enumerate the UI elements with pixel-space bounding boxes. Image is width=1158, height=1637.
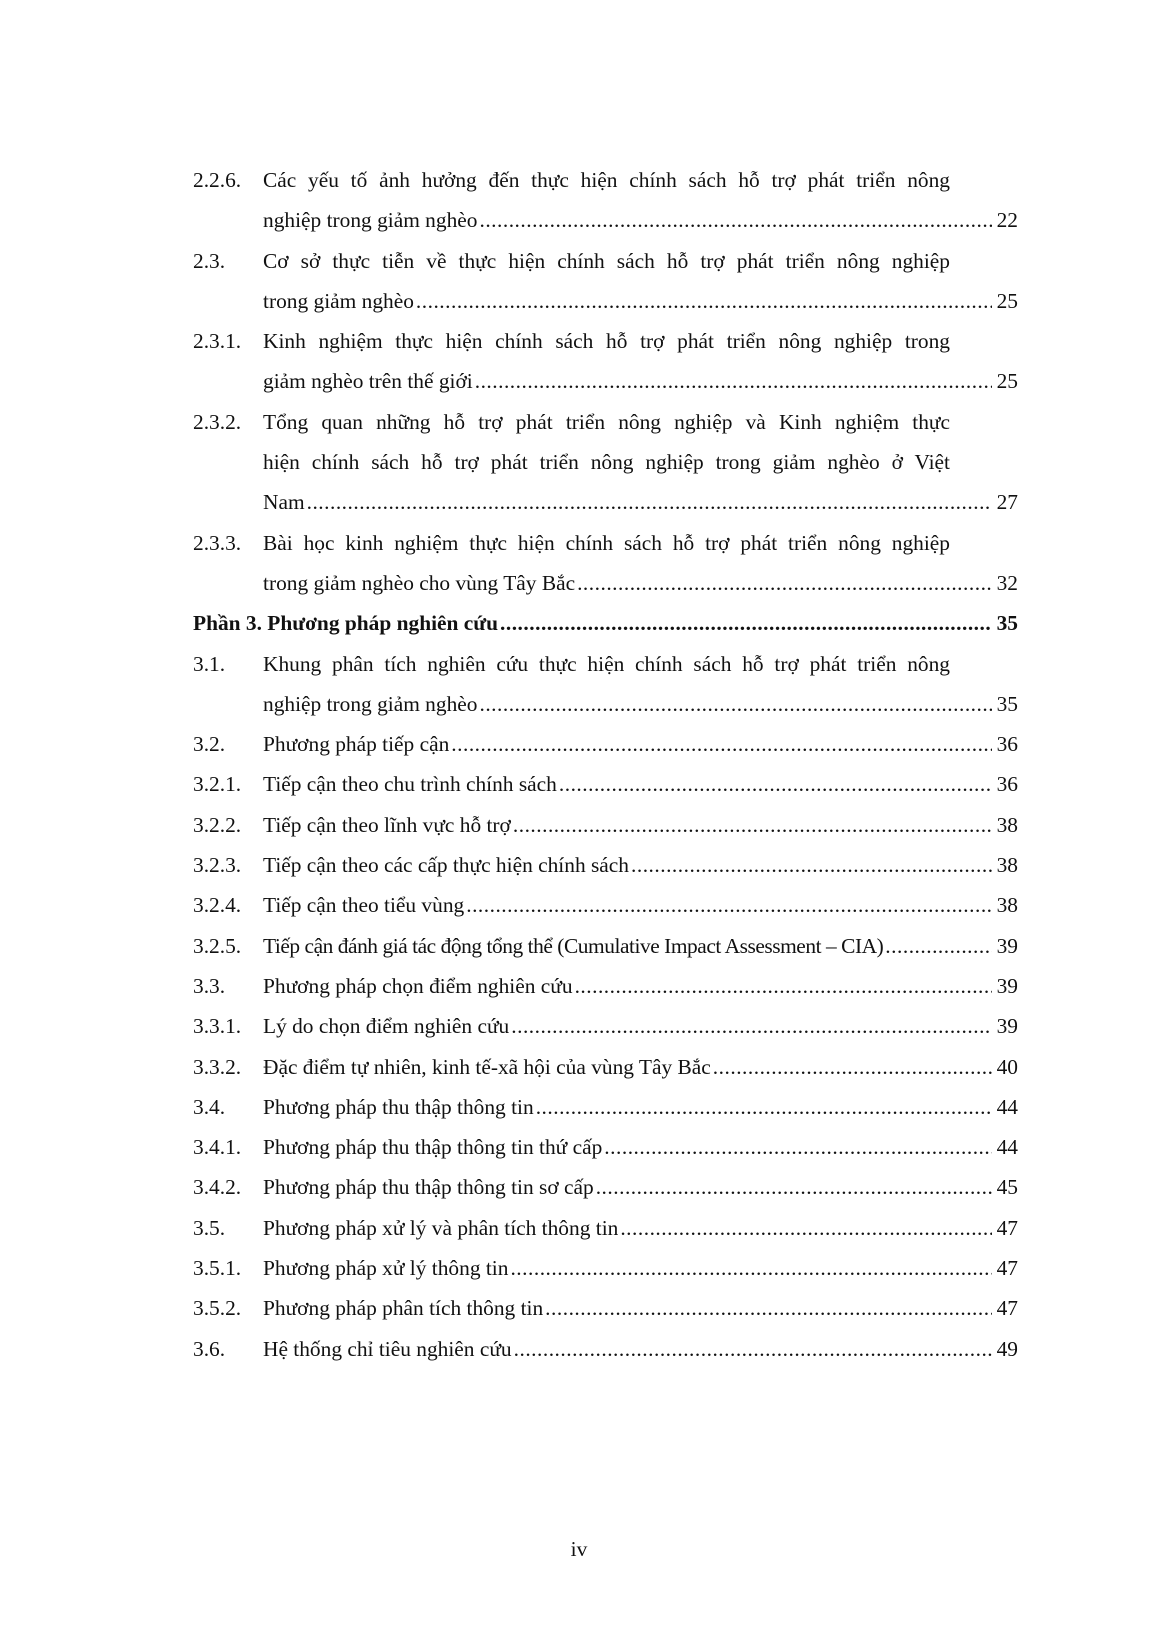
toc-entry-title: Lý do chọn điểm nghiên cứu [263, 1014, 510, 1039]
toc-entry-2-3-2[interactable] [193, 402, 1018, 523]
toc-entry-3-3-1[interactable] [193, 1006, 1018, 1046]
toc-entry-title-continued: trong giảm nghèo [263, 288, 414, 313]
dot-leader [466, 885, 992, 925]
dot-leader [451, 724, 992, 764]
toc-entry-3-3[interactable] [193, 966, 1018, 1006]
dot-leader [511, 1006, 992, 1046]
toc-entry-number: 3.3. [193, 973, 226, 998]
toc-entry-page: 44 [996, 1135, 1018, 1160]
toc-entry-number: 3.4. [193, 1094, 226, 1119]
toc-entry-page: 27 [996, 490, 1018, 515]
toc-entry-title-continued: trong giảm nghèo cho vùng Tây Bắc [263, 570, 576, 595]
dot-leader [536, 1087, 992, 1127]
dot-leader [545, 1288, 992, 1328]
toc-entry-title: Phương pháp thu thập thông tin [263, 1094, 534, 1119]
toc-entry-page: 36 [996, 772, 1018, 797]
dot-leader [713, 1047, 992, 1087]
dot-leader [479, 684, 992, 724]
toc-entry-title: Tiếp cận theo các cấp thực hiện chính sách [263, 853, 629, 878]
toc-entry-page: 25 [996, 369, 1018, 394]
table-of-contents [193, 160, 1018, 1369]
toc-entry-page: 39 [996, 933, 1018, 958]
toc-entry-title: Tổng quan những hỗ trợ phát triển nông nghiệp và Kinh nghiệm thực [263, 409, 950, 434]
toc-entry-title: Phương pháp phân tích thông tin [263, 1296, 544, 1321]
dot-leader [596, 1167, 992, 1207]
toc-entry-title: Phương pháp thu thập thông tin thứ cấp [263, 1135, 603, 1160]
toc-entry-page: 38 [996, 812, 1018, 837]
toc-entry-3-1[interactable] [193, 644, 1018, 725]
toc-entry-title: Phương pháp chọn điểm nghiên cứu [263, 973, 573, 998]
toc-entry-3-4-2[interactable] [193, 1167, 1018, 1207]
toc-entry-title: Tiếp cận theo lĩnh vực hỗ trợ [263, 812, 511, 837]
dot-leader [513, 805, 992, 845]
toc-entry-3-2-5[interactable] [193, 926, 1018, 966]
toc-entry-2-3[interactable] [193, 241, 1018, 322]
toc-entry-number: 3.5.2. [193, 1296, 242, 1321]
toc-entry-number: 3.2. [193, 732, 226, 757]
dot-leader [604, 1127, 992, 1167]
toc-entry-page: 39 [996, 973, 1018, 998]
toc-entry-title: Phương pháp xử lý và phân tích thông tin [263, 1215, 619, 1240]
toc-entry-number: 2.3.3. [193, 530, 242, 555]
toc-entry-page: 38 [996, 853, 1018, 878]
toc-entry-3-2-1[interactable] [193, 764, 1018, 804]
toc-entry-2-3-1[interactable] [193, 321, 1018, 402]
toc-entry-number: 3.5.1. [193, 1256, 242, 1281]
toc-entry-number: 3.2.4. [193, 893, 242, 918]
toc-entry-title-continued: giảm nghèo trên thế giới [263, 369, 473, 394]
toc-entry-page: 32 [996, 570, 1018, 595]
dot-leader [575, 966, 992, 1006]
dot-leader [631, 845, 992, 885]
toc-entry-2-2-6[interactable] [193, 160, 1018, 241]
toc-entry-number: 2.3.2. [193, 409, 242, 434]
toc-entry-3-4-1[interactable] [193, 1127, 1018, 1167]
toc-entry-title-continued: nghiệp trong giảm nghèo [263, 208, 478, 233]
toc-entry-page: 45 [996, 1175, 1018, 1200]
toc-entry-page: 22 [996, 208, 1018, 233]
toc-entry-page: 35 [996, 691, 1018, 716]
toc-entry-3-2-2[interactable] [193, 805, 1018, 845]
dot-leader [510, 1248, 992, 1288]
dot-leader [620, 1208, 992, 1248]
toc-entry-page: 47 [996, 1215, 1018, 1240]
toc-entry-title-continued: hiện chính sách hỗ trợ phát triển nông nghiệp trong giảm nghèo ở Việt [263, 450, 950, 475]
toc-entry-page: 40 [996, 1054, 1018, 1079]
toc-entry-3-2-3[interactable] [193, 845, 1018, 885]
toc-entry-title: Bài học kinh nghiệm thực hiện chính sách hỗ trợ phát triển nông nghiệp [263, 530, 950, 555]
toc-entry-3-6[interactable] [193, 1329, 1018, 1369]
toc-entry-3-5[interactable] [193, 1208, 1018, 1248]
toc-entry-page: 38 [996, 893, 1018, 918]
toc-entry-title: Tiếp cận theo chu trình chính sách [263, 772, 557, 797]
dot-leader [514, 1329, 992, 1369]
toc-entry-title: Kinh nghiệm thực hiện chính sách hỗ trợ phát triển nông nghiệp trong [263, 329, 950, 354]
toc-entry-3-2-4[interactable] [193, 885, 1018, 925]
toc-entry-title-continued: nghiệp trong giảm nghèo [263, 691, 478, 716]
toc-entry-title: Các yếu tố ảnh hưởng đến thực hiện chính sách hỗ trợ phát triển nông [263, 168, 950, 192]
toc-entry-page: 25 [996, 288, 1018, 313]
toc-entry-title: Đặc điểm tự nhiên, kinh tế-xã hội của vùng Tây Bắc [263, 1054, 711, 1079]
toc-entry-title: Tiếp cận đánh giá tác động tổng thể (Cumulative Impact Assessment – CIA) [263, 933, 884, 958]
toc-entry-2-3-3[interactable] [193, 523, 1018, 604]
toc-part-3[interactable] [193, 603, 1018, 643]
toc-entry-title: Khung phân tích nghiên cứu thực hiện chính sách hỗ trợ phát triển nông [263, 651, 950, 676]
toc-entry-number: 3.3.1. [193, 1014, 242, 1039]
toc-entry-title: Tiếp cận theo tiểu vùng [263, 893, 465, 918]
dot-leader [500, 603, 992, 643]
toc-entry-title: Cơ sở thực tiễn về thực hiện chính sách hỗ trợ phát triển nông nghiệp [263, 248, 950, 273]
toc-entry-number: 3.2.5. [193, 933, 242, 958]
toc-entry-title: Phương pháp tiếp cận [263, 732, 450, 757]
toc-entry-number: 3.3.2. [193, 1054, 242, 1079]
toc-entry-3-5-2[interactable] [193, 1288, 1018, 1328]
toc-entry-page: 35 [996, 611, 1018, 636]
toc-entry-number: 3.2.1. [193, 772, 242, 797]
dot-leader [307, 482, 992, 522]
toc-entry-page: 49 [996, 1336, 1018, 1361]
toc-entry-number: 3.2.3. [193, 853, 242, 878]
toc-entry-3-3-2[interactable] [193, 1047, 1018, 1087]
toc-entry-number: 3.4.2. [193, 1175, 242, 1200]
toc-entry-title-continued: Nam [263, 490, 305, 515]
toc-entry-title: Phương pháp xử lý thông tin [263, 1256, 509, 1281]
toc-part-title: Phần 3. Phương pháp nghiên cứu [193, 611, 499, 636]
toc-entry-page: 36 [996, 732, 1018, 757]
page-number: iv [570, 1537, 588, 1561]
toc-entry-3-4[interactable] [193, 1087, 1018, 1127]
toc-entry-title: Hệ thống chỉ tiêu nghiên cứu [263, 1336, 512, 1361]
dot-leader [416, 281, 992, 321]
toc-entry-number: 2.3. [193, 248, 226, 273]
toc-entry-number: 3.2.2. [193, 812, 242, 837]
toc-entry-number: 2.3.1. [193, 329, 242, 354]
toc-entry-page: 44 [996, 1094, 1018, 1119]
toc-entry-page: 47 [996, 1296, 1018, 1321]
toc-entry-title: Phương pháp thu thập thông tin sơ cấp [263, 1175, 594, 1200]
toc-entry-page: 47 [996, 1256, 1018, 1281]
toc-entry-number: 3.4.1. [193, 1135, 242, 1160]
dot-leader [479, 200, 992, 240]
toc-entry-page: 39 [996, 1014, 1018, 1039]
toc-entry-3-5-1[interactable] [193, 1248, 1018, 1288]
toc-entry-3-2[interactable] [193, 724, 1018, 764]
toc-entry-number: 2.2.6. [193, 168, 242, 192]
dot-leader [885, 926, 992, 966]
toc-entry-number: 3.6. [193, 1336, 226, 1361]
toc-entry-number: 3.5. [193, 1215, 226, 1240]
dot-leader [475, 361, 992, 401]
dot-leader [577, 563, 992, 603]
dot-leader [559, 764, 992, 804]
toc-entry-number: 3.1. [193, 651, 226, 676]
